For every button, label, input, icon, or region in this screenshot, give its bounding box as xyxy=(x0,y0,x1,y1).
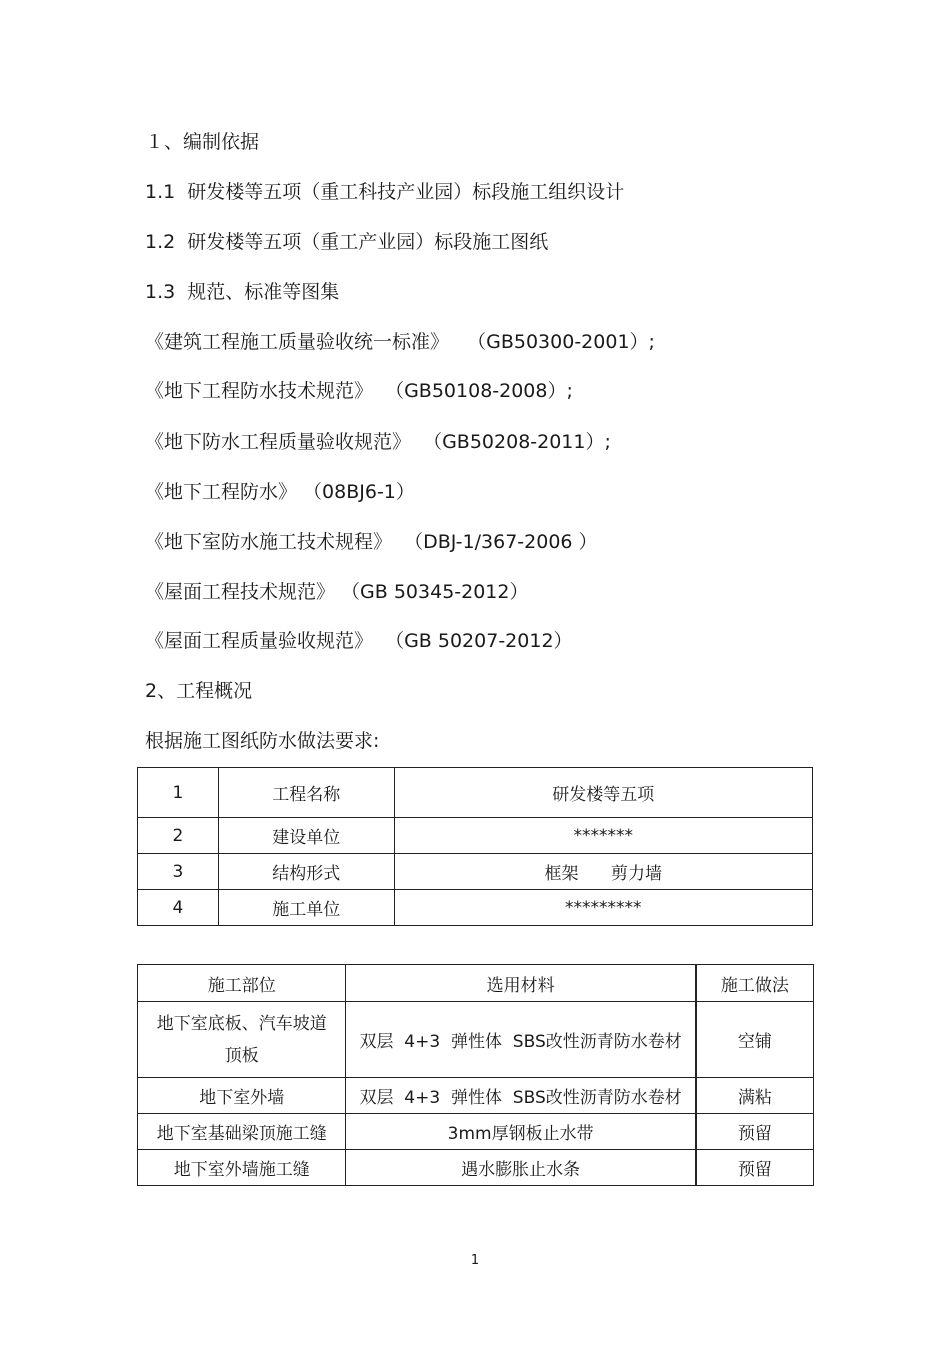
project-info-table xyxy=(137,767,813,926)
column-header: 施工部位 xyxy=(138,965,346,1002)
table-row xyxy=(138,818,813,854)
standard-item: 《建筑工程施工质量验收统一标准》 （GB50300-2001）; xyxy=(145,331,655,353)
construction-method: 满粘 xyxy=(696,1078,814,1114)
standard-item: 《地下室防水施工技术规程》 （DBJ-1/367-2006 ） xyxy=(145,531,598,553)
table-row xyxy=(138,890,813,926)
row-number: 3 xyxy=(138,854,219,890)
standard-item: 《地下工程防水技术规范》 （GB50108-2008）; xyxy=(145,380,573,402)
standard-item: 《屋面工程质量验收规范》 （GB 50207-2012） xyxy=(145,630,573,652)
standard-item: 《地下防水工程质量验收规范》 （GB50208-2011）; xyxy=(145,431,611,453)
row-number: 1 xyxy=(138,768,219,818)
table-row xyxy=(138,1002,814,1078)
table-row xyxy=(138,768,813,818)
material: 遇水膨胀止水条 xyxy=(346,1150,696,1186)
standard-item: 《地下工程防水》 （08BJ6-1） xyxy=(145,481,415,503)
overview-intro: 根据施工图纸防水做法要求: xyxy=(145,730,380,752)
table-header-row xyxy=(138,965,814,1002)
row-number: 4 xyxy=(138,890,219,926)
construction-method: 空铺 xyxy=(696,1002,814,1078)
section-heading-overview: 2、工程概况 xyxy=(145,680,253,702)
material: 3mm厚钢板止水带 xyxy=(346,1114,696,1150)
table-row xyxy=(138,1114,814,1150)
row-value: 框架 剪力墙 xyxy=(394,854,812,890)
page-number: 1 xyxy=(470,1253,480,1268)
table-row xyxy=(138,1150,814,1186)
basis-item-1-2: 1.2 研发楼等五项（重工产业园）标段施工图纸 xyxy=(145,231,549,253)
material: 双层 4+3 弹性体 SBS改性沥青防水卷材 xyxy=(346,1078,696,1114)
row-value: 研发楼等五项 xyxy=(394,768,812,818)
construction-method: 预留 xyxy=(696,1114,814,1150)
column-header: 选用材料 xyxy=(346,965,696,1002)
construction-method: 预留 xyxy=(696,1150,814,1186)
row-value: ******* xyxy=(394,818,812,854)
construction-part: 地下室基础梁顶施工缝 xyxy=(138,1114,346,1150)
standard-item: 《屋面工程技术规范》 （GB 50345-2012） xyxy=(145,581,529,603)
basis-item-1-3: 1.3 规范、标准等图集 xyxy=(145,281,340,303)
basis-item-1-1: 1.1 研发楼等五项（重工科技产业园）标段施工组织设计 xyxy=(145,181,625,203)
row-value: ********* xyxy=(394,890,812,926)
table-row xyxy=(138,1078,814,1114)
row-label: 结构形式 xyxy=(218,854,394,890)
column-header: 施工做法 xyxy=(696,965,814,1002)
construction-part: 地下室底板、汽车坡道 顶板 xyxy=(138,1002,346,1078)
material: 双层 4+3 弹性体 SBS改性沥青防水卷材 xyxy=(346,1002,696,1078)
construction-part: 地下室外墙施工缝 xyxy=(138,1150,346,1186)
row-label: 施工单位 xyxy=(218,890,394,926)
row-label: 建设单位 xyxy=(218,818,394,854)
construction-part: 地下室外墙 xyxy=(138,1078,346,1114)
row-number: 2 xyxy=(138,818,219,854)
section-heading-basis: １、编制依据 xyxy=(145,131,260,153)
table-row xyxy=(138,854,813,890)
row-label: 工程名称 xyxy=(218,768,394,818)
waterproofing-materials-table xyxy=(137,964,814,1186)
